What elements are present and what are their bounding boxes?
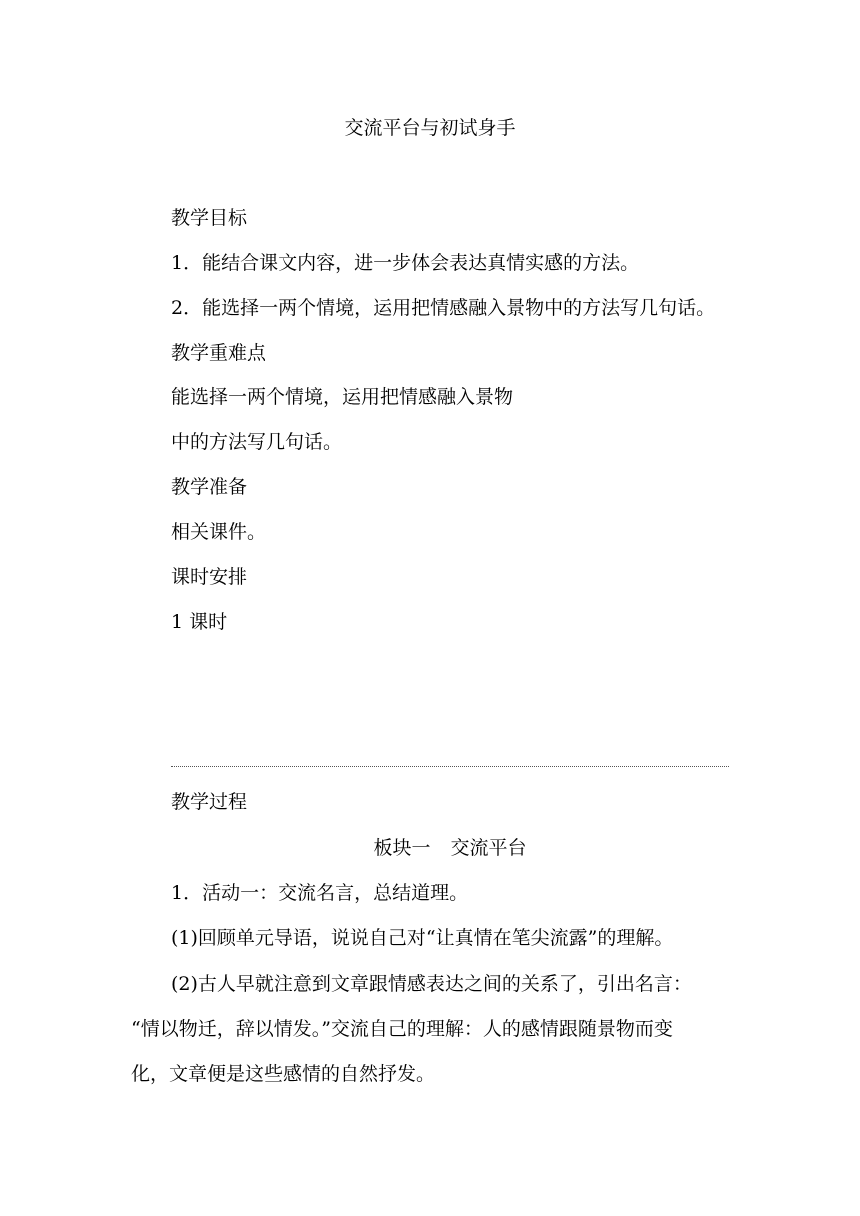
schedule-text: 1 课时 (171, 611, 228, 633)
section-title (0, 836, 860, 860)
schedule-heading: 课时安排 (171, 566, 248, 588)
goal-item-2: 2．能选择一两个情境，运用把情感融入景物中的方法写几句话。 (171, 297, 716, 319)
step-2-line-1: (2)古人早就注意到文章跟情感表达之间的关系了，引出名言： (171, 973, 692, 995)
step-2-line-3: 化，文章便是这些感情的自然抒发。 (131, 1063, 436, 1085)
goal-item-1: 1．能结合课文内容，进一步体会表达真情实感的方法。 (171, 252, 640, 274)
goals-heading: 教学目标 (171, 207, 248, 229)
process-heading: 教学过程 (171, 791, 248, 813)
section-name: 交流平台 (450, 837, 527, 859)
key-points-line-1: 能选择一两个情境，运用把情感融入景物 (171, 386, 514, 408)
section-label: 板块一 (373, 837, 431, 859)
page-divider (171, 766, 729, 767)
preparation-heading: 教学准备 (171, 476, 248, 498)
preparation-text: 相关课件。 (171, 521, 267, 543)
step-2-line-2: “情以物迁，辞以情发。”交流自己的理解：人的感情跟随景物而变 (131, 1018, 673, 1040)
page-title: 交流平台与初试身手 (344, 117, 516, 139)
key-points-heading: 教学重难点 (171, 342, 267, 364)
step-1-text: (1)回顾单元导语，说说自己对“让真情在笔尖流露”的理解。 (171, 927, 674, 949)
activity-heading: 1．活动一：交流名言，总结道理。 (171, 882, 469, 904)
key-points-line-2: 中的方法写几句话。 (171, 431, 343, 453)
